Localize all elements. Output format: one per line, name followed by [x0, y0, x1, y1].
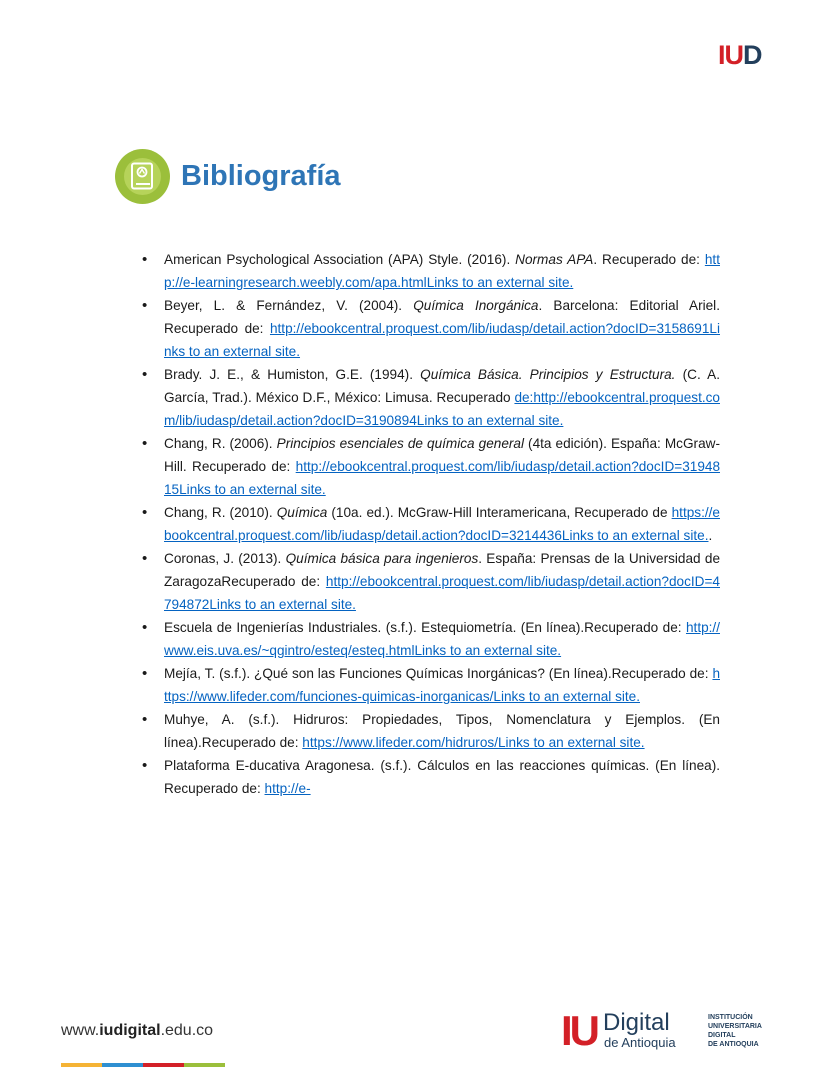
reference-text: . España: Prensas de la Universidad de ZaragozaRecuperado de:: [164, 551, 720, 589]
reference-item: [137, 432, 720, 501]
institution-line: DIGITAL: [708, 1032, 736, 1039]
reference-item: [137, 294, 720, 363]
reference-text: Brady. J. E., & Humiston, G.E. (1994).: [164, 367, 421, 382]
reference-title: Principios esenciales de química general: [276, 436, 525, 451]
institution-line: DE ANTIOQUIA: [708, 1041, 759, 1048]
reference-item: [137, 616, 720, 662]
logo-de-antioquia: de Antioquia: [604, 1035, 676, 1050]
reference-title: Química Inorgánica: [413, 298, 539, 313]
bibliography-list: [137, 248, 720, 800]
logo-iu: IU: [561, 1007, 597, 1054]
reference-link[interactable]: http://ebookcentral.proquest.com/lib/iudasp/detail.action?docID=3194815Links to an external site.: [164, 459, 720, 497]
reference-title: Normas APA: [515, 252, 594, 267]
reference-title: Química: [276, 505, 328, 520]
reference-link[interactable]: http://e-learningresearch.weebly.com/apa.htmlLinks to an external site.: [164, 252, 720, 290]
reference-text: Coronas, J. (2013).: [164, 551, 286, 566]
reference-item: [137, 662, 720, 708]
footer-website[interactable]: www.iudigital.edu.co: [61, 1022, 214, 1039]
reference-text: Escuela de Ingenierías Industriales. (s.f.). Estequiometría. (En línea).Recuperado de:: [164, 620, 686, 635]
reference-item: [137, 547, 720, 616]
logo-institution-text: [708, 1013, 778, 1049]
reference-link[interactable]: de:http://ebookcentral.proquest.com/lib/iudasp/detail.action?docID=3190894Links to an external site.: [164, 390, 720, 428]
reference-text: Mejía, T. (s.f.). ¿Qué son las Funciones Químicas Inorgánicas? (En línea).Recuperado de:: [164, 666, 713, 681]
reference-item: [137, 501, 720, 547]
reference-item: [137, 248, 720, 294]
reference-text: Plataforma E-ducativa Aragonesa. (s.f.). Cálculos en las reacciones químicas. (En línea). Recuperado de:: [164, 758, 720, 796]
reference-text: (10a. ed.). McGraw-Hill Interamericana, Recuperado de: [327, 505, 672, 520]
reference-text: American Psychological Association (APA) Style. (2016).: [164, 252, 516, 267]
institution-line: INSTITUCIÓN: [708, 1014, 753, 1021]
reference-text: Chang, R. (2010).: [164, 505, 277, 520]
reference-text: (C. A. García, Trad.). México D.F., México: Limusa. Recuperado: [164, 367, 720, 405]
reference-link[interactable]: http://ebookcentral.proquest.com/lib/iudasp/detail.action?docID=4794872Links to an external site.: [164, 574, 720, 612]
reference-text: (4ta edición). España: McGraw-Hill. Recuperado de:: [164, 436, 720, 474]
logo-letter-d: D: [743, 40, 762, 70]
reference-item: [137, 708, 720, 754]
logo-digital: Digital: [603, 1009, 670, 1036]
logo-letter-i: I: [718, 40, 725, 70]
reference-title: Química básica para ingenieros: [285, 551, 479, 566]
book-icon: [115, 149, 170, 204]
reference-text: . Barcelona: Editorial Ariel. Recuperado de:: [164, 298, 720, 336]
reference-text: Muhye, A. (s.f.). Hidruros: Propiedades, Tipos, Nomenclatura y Ejemplos. (En línea).Recuperado de:: [164, 712, 720, 750]
iudigital-logo: [561, 1007, 771, 1054]
reference-text: . Recuperado de:: [593, 252, 705, 267]
reference-link[interactable]: http://www.eis.uva.es/~qgintro/esteq/esteq.htmlLinks to an external site.: [164, 620, 720, 658]
reference-link[interactable]: http://e-: [264, 781, 311, 796]
reference-item: [137, 363, 720, 432]
reference-text: Chang, R. (2006).: [164, 436, 277, 451]
institution-line: UNIVERSITARIA: [708, 1023, 762, 1030]
reference-text: .: [708, 528, 713, 543]
reference-link[interactable]: https://www.lifeder.com/funciones-quimicas-inorganicas/Links to an external site.: [164, 666, 720, 704]
reference-item: [137, 754, 720, 800]
logo-letter-u: U: [724, 40, 744, 70]
reference-link[interactable]: http://ebookcentral.proquest.com/lib/iudasp/detail.action?docID=3158691Links to an external site.: [164, 321, 720, 359]
reference-title: Química Básica. Principios y Estructura.: [420, 367, 676, 382]
reference-link[interactable]: https://ebookcentral.proquest.com/lib/iudasp/detail.action?docID=3214436Links to an external site.: [164, 505, 720, 543]
section-title: Bibliografía: [181, 160, 341, 192]
reference-text: Beyer, L. & Fernández, V. (2004).: [164, 298, 414, 313]
iud-logo: [718, 40, 762, 70]
footer-color-bar: [61, 1063, 225, 1067]
reference-link[interactable]: https://www.lifeder.com/hidruros/Links to an external site.: [302, 735, 645, 750]
